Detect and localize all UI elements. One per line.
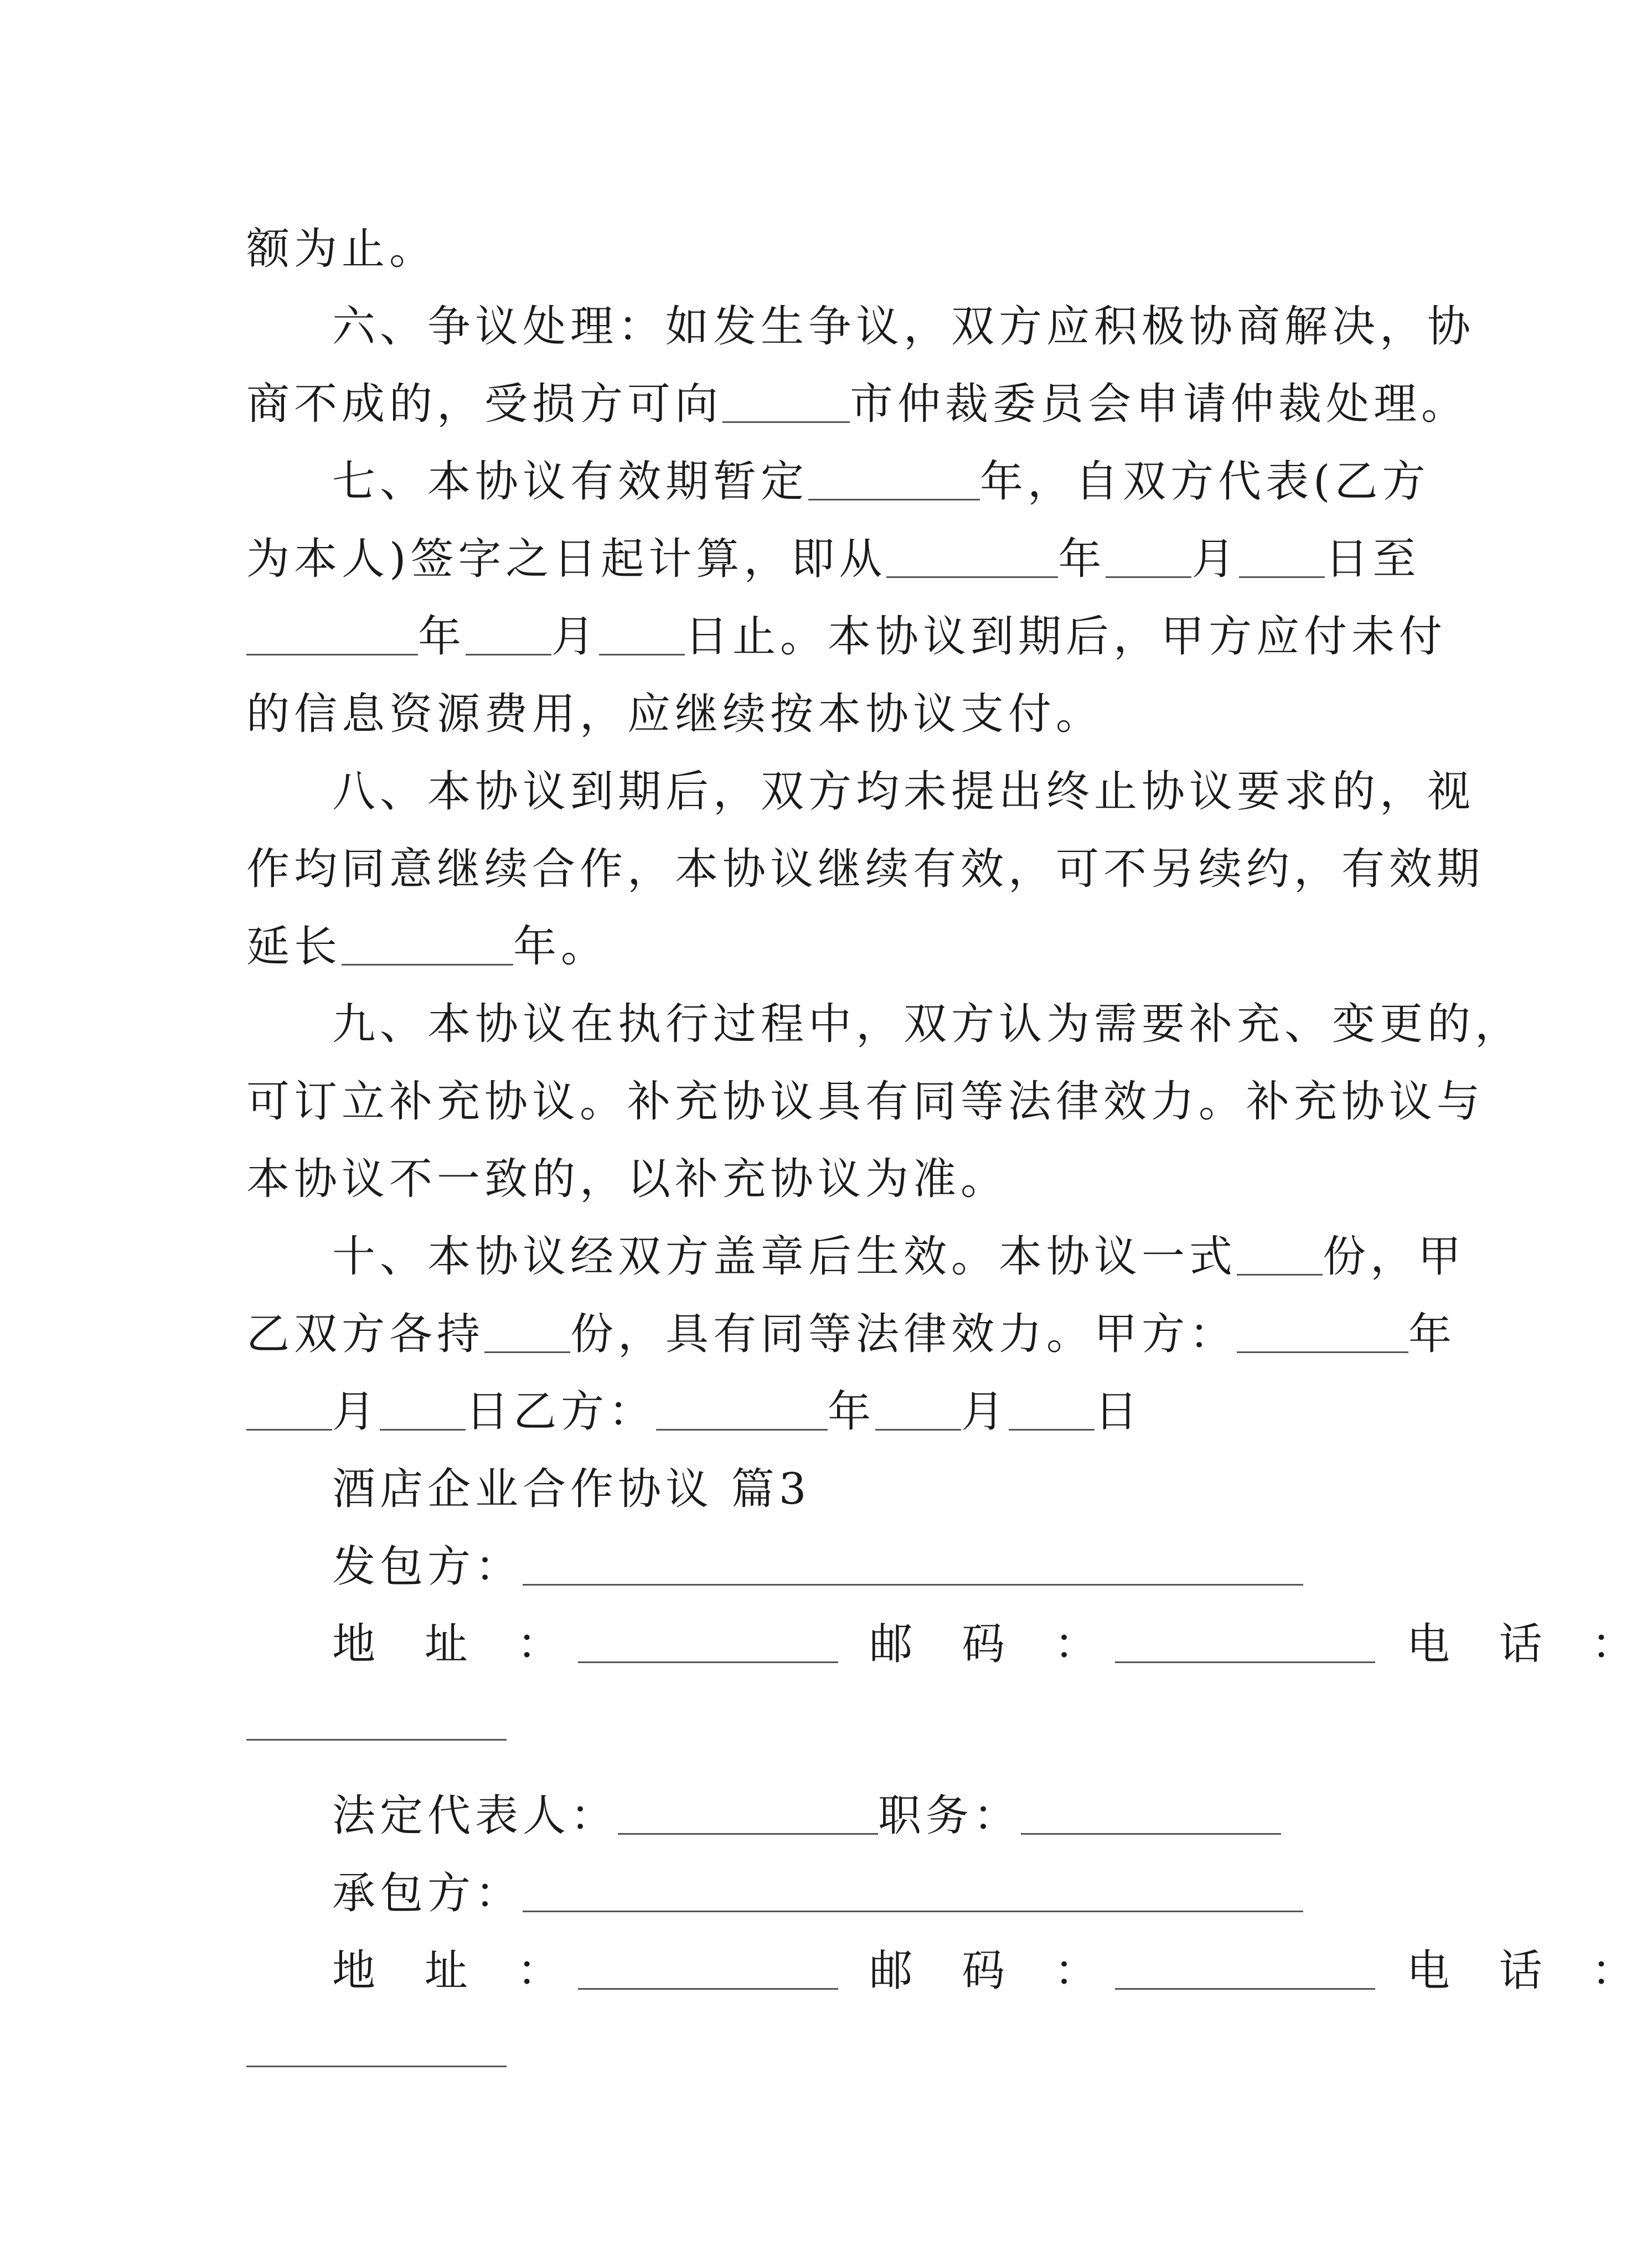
paragraph-line: 六、争议处理：如发生争议，双方应积极协商解决，协 xyxy=(332,302,1475,352)
phone-continuation-line xyxy=(246,2010,1376,2087)
paragraph-line: 月 日乙方： 年 月 日 xyxy=(246,1373,1376,1451)
blank-field xyxy=(599,614,685,655)
subcontractor-contact-line: 地 址 ： 邮 码 ： 电 话 ： xyxy=(332,1946,1652,1996)
subcontractor-line: 承包方： xyxy=(246,1855,1376,1932)
blank-field xyxy=(484,1312,570,1353)
paragraph-line: 作均同意继续合作，本协议继续有效，可不另续约，有效期 xyxy=(246,844,1485,894)
postcode-field xyxy=(1115,1622,1375,1663)
document-body xyxy=(246,210,1652,2087)
paragraph-line: 十、本协议经双方盖章后生效。本协议一式 份，甲 xyxy=(332,1232,1466,1282)
blank-field xyxy=(875,1389,961,1431)
position-field xyxy=(1021,1793,1281,1835)
legal-rep-field xyxy=(618,1793,878,1835)
paragraph-line: 为本人)签字之日起计算，即从 年 月 日至 xyxy=(246,534,1421,584)
blank-field xyxy=(722,381,850,423)
blank-field xyxy=(1239,536,1325,578)
contractor-line: 发包方： xyxy=(246,1528,1376,1606)
paragraph-line: 可订立补充协议。补充协议具有同等法律效力。补充协议与 xyxy=(246,1077,1485,1127)
blank-field xyxy=(246,614,418,655)
paragraph-line: 年 月 日止。本协议到期后，甲方应付未付 xyxy=(246,598,1376,675)
paragraph-line: 九、本协议在执行过程中，双方认为需要补充、变更的， xyxy=(332,999,1523,1049)
postcode-field xyxy=(1115,1948,1375,1990)
section-title: 酒店企业合作协议 篇3 xyxy=(332,1464,811,1514)
paragraph-line: 额为止。 xyxy=(246,224,437,274)
blank-field xyxy=(380,1389,466,1431)
paragraph-line: 商不成的，受损方可向 市仲裁委员会申请仲裁处理。 xyxy=(246,379,1469,429)
paragraph-line: 本协议不一致的，以补充协议为准。 xyxy=(246,1154,1009,1204)
contractor-field xyxy=(523,1544,1303,1586)
phone-field xyxy=(246,1699,507,1741)
paragraph-line: 的信息资源费用，应继续按本协议支付。 xyxy=(246,689,1104,739)
paragraph-line: 八、本协议到期后，双方均未提出终止协议要求的，视 xyxy=(332,767,1475,817)
blank-field xyxy=(246,1389,332,1431)
blank-field xyxy=(466,614,551,655)
blank-field xyxy=(342,924,513,966)
blank-field xyxy=(808,459,980,500)
phone-continuation-line xyxy=(246,1683,1376,1761)
paragraph-line: 延长 年。 xyxy=(246,922,609,972)
paragraph-line: 乙双方各持 份，具有同等法律效力。甲方： 年 xyxy=(246,1309,1457,1359)
subcontractor-field xyxy=(523,1871,1303,1912)
legal-rep-line: 法定代表人： 职务： xyxy=(246,1777,1376,1855)
blank-field xyxy=(1237,1234,1323,1276)
contractor-contact-line: 地 址 ： 邮 码 ： 电 话 ： xyxy=(332,1619,1652,1669)
blank-field xyxy=(886,536,1058,578)
blank-field xyxy=(1237,1312,1408,1353)
blank-field xyxy=(656,1389,828,1431)
address-field xyxy=(578,1948,838,1990)
blank-field xyxy=(1009,1389,1095,1431)
phone-field xyxy=(246,2026,507,2067)
address-field xyxy=(578,1622,838,1663)
paragraph-line: 七、本协议有效期暂定 年，自双方代表(乙方 xyxy=(332,457,1430,507)
blank-field xyxy=(1106,536,1191,578)
